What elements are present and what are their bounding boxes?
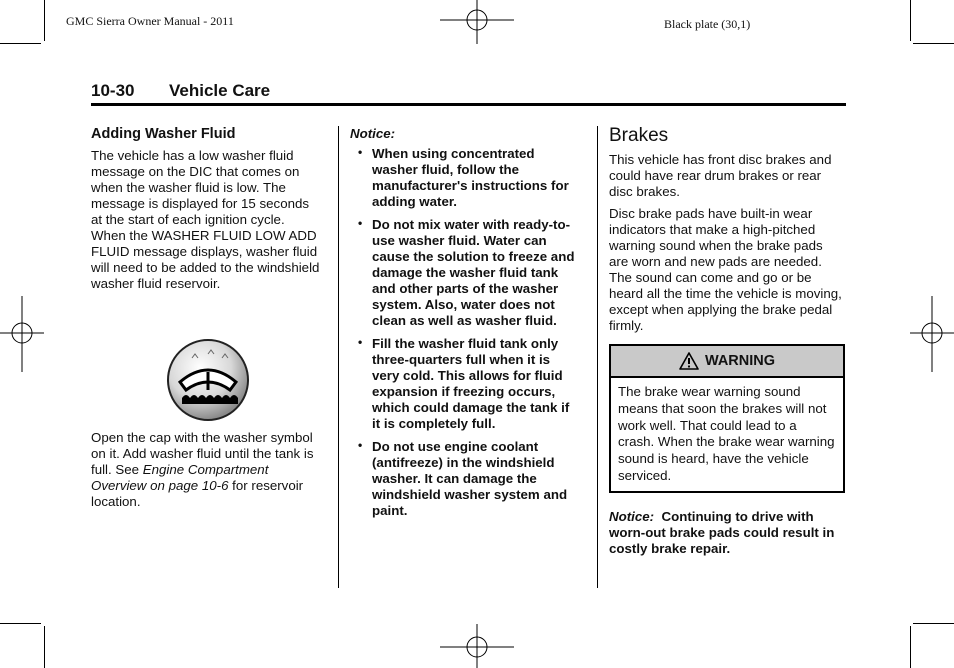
column-3 bbox=[609, 126, 845, 563]
warning-box bbox=[609, 344, 845, 493]
section-heading: Brakes bbox=[609, 125, 669, 146]
page-number: 10-30 bbox=[91, 81, 135, 100]
bullet-icon: • bbox=[358, 335, 363, 349]
column-2 bbox=[350, 126, 580, 526]
warning-text: The brake wear warning sound means that soon the brakes will not work well. That could lead to a crash. When the brake wear warning sound is heard, have the vehicle serviced. bbox=[618, 384, 835, 483]
column-divider bbox=[338, 126, 339, 588]
manual-title: GMC Sierra Owner Manual - 2011 bbox=[66, 14, 234, 28]
list-item: • When using concentrated washer fluid, follow the manufacturer's instructions for adding water. bbox=[358, 145, 569, 209]
body-paragraph: The vehicle has a low washer fluid message on the DIC that comes on when the washer fluid is low. The message is displayed for 15 seconds at the start of each ignition cycle. When the WASHER FLUID LOW ADD FLUID message displays, washer fluid will need to be added to the windshield washer fluid reservoir. bbox=[91, 148, 320, 291]
warning-header bbox=[611, 346, 843, 378]
bullet-icon: • bbox=[358, 438, 363, 452]
body-paragraph: Disc brake pads have built-in wear indicators that make a high-pitched warning sound when the brake pads are worn and new pads are needed. The sound can come and go or be heard all the time the vehicle is moving, except when applying the brake pedal firmly. bbox=[609, 206, 842, 333]
column-1-lower bbox=[91, 430, 323, 516]
registration-mark-icon bbox=[0, 296, 44, 372]
section-title: Vehicle Care bbox=[169, 81, 271, 100]
cross-reference-link[interactable]: Engine Compartment Overview on page 10-6 bbox=[91, 462, 269, 493]
warning-triangle-icon bbox=[679, 352, 699, 370]
plate-label: Black plate (30,1) bbox=[664, 17, 751, 31]
section-header bbox=[91, 81, 846, 106]
section-heading: Adding Washer Fluid bbox=[91, 126, 236, 142]
column-1 bbox=[91, 126, 323, 298]
notice-label: Notice: bbox=[350, 126, 396, 141]
warning-title: WARNING bbox=[704, 353, 776, 369]
column-divider bbox=[597, 126, 598, 588]
list-item: • Do not use engine coolant (antifreeze) in the windshield washer. It can damage the windshield washer system and paint. bbox=[358, 438, 568, 518]
notice-paragraph: Notice: Continuing to drive with worn-out brake pads could result in costly brake repair. bbox=[609, 508, 835, 556]
registration-mark-icon bbox=[440, 624, 514, 668]
notice-list bbox=[350, 146, 580, 519]
registration-mark-icon bbox=[440, 0, 514, 44]
bullet-icon: • bbox=[358, 145, 363, 159]
washer-fluid-symbol-icon bbox=[166, 338, 250, 422]
bullet-icon: • bbox=[358, 216, 363, 230]
list-item: • Do not mix water with ready-to-use washer fluid. Water can cause the solution to freeze and damage the washer fluid tank and other parts of the washer system. Also, water does not clean as well as washer fluid. bbox=[358, 216, 575, 328]
body-paragraph: This vehicle has front disc brakes and could have rear drum brakes or rear disc brakes. bbox=[609, 152, 832, 199]
registration-mark-icon bbox=[910, 296, 954, 372]
list-item: • Fill the washer fluid tank only three-quarters full when it is very cold. This allows for fluid expansion if freezing occurs, which could damage the tank if it is completely full. bbox=[358, 335, 570, 431]
body-paragraph: Open the cap with the washer symbol on it. Add washer fluid until the tank is full. See Engine Compartment Overview on page 10-6 for reservoir location. bbox=[91, 430, 314, 509]
